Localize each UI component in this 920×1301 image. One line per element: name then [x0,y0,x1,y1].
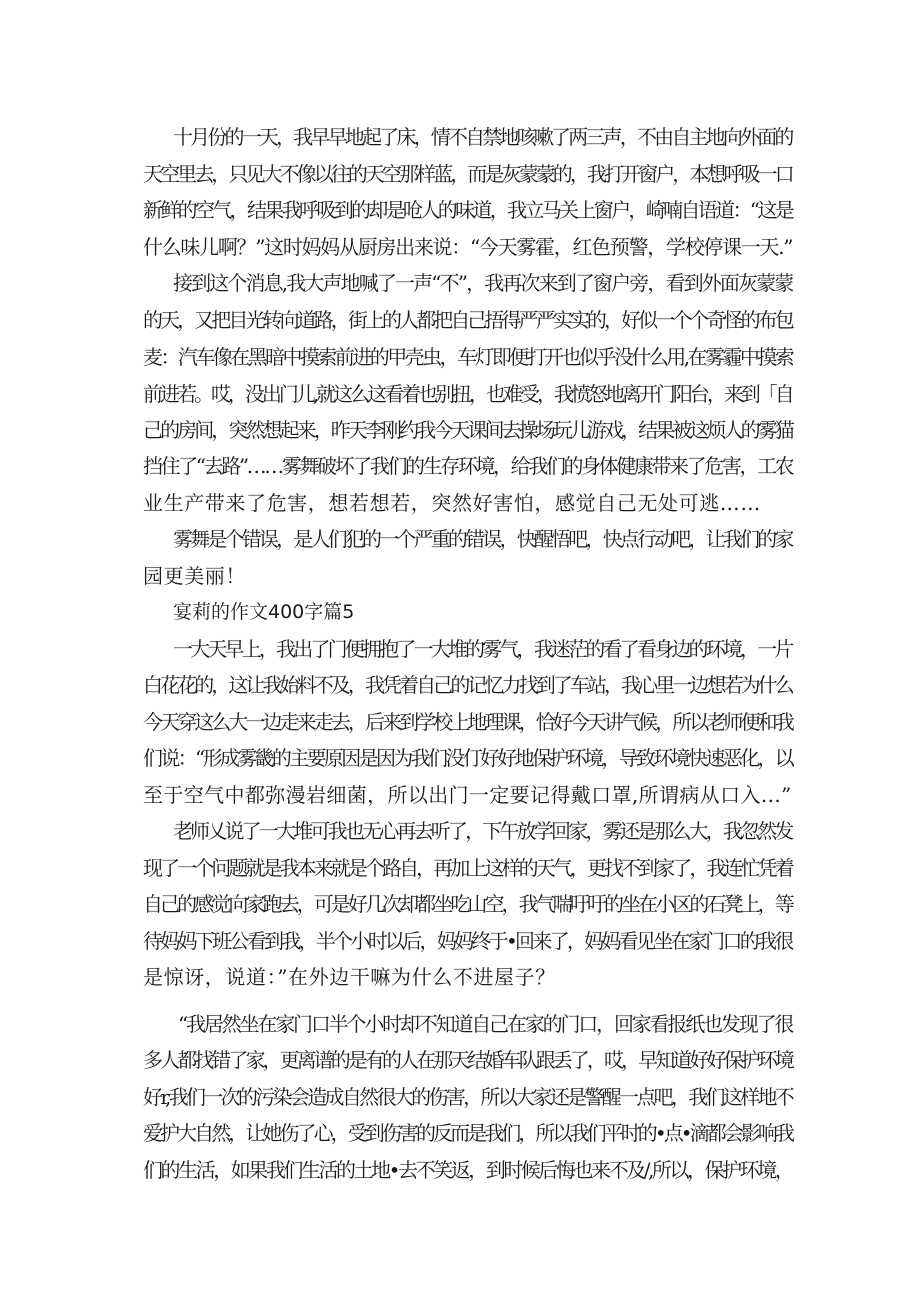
paragraph-5-line-5: 至于空气中都弥漫岩细菌，所以出门一定要记得戴口罩,所谓病从口入...” [143,783,792,807]
paragraph-3-line-1: 雾舞是个错误，是人们犯的一个严重的错误，快醒悟吧，快点行动吧，让我们的家 [173,527,792,551]
paragraph-5-line-2: 白花花的，这让我始料不及，我凭着自己的记忆力找到了车站，我心里一边想若为什么 [143,673,792,697]
paragraph-3-line-2: 园更美丽！ [143,564,246,588]
paragraph-6-line-1: 老师乂说了一大堆可我也无心再去听了，下午放学回家，雾还是那么大，我忽然发 [173,819,792,843]
paragraph-2-line-7: 业生产带来了危害，想若想若，突然好害怕，感觉自己无处可逃…… [143,491,761,515]
paragraph-5-line-1: 一大天早上，我出了门便拥抱了一大堆的雾气，我迷茫的看了看身边的环境，一片 [173,637,792,661]
paragraph-7-line-2: 多人都找错了家，更离谱的是有的人在那天结婚车队跟丢了，哎，早知道好好保护环境 [143,1048,792,1072]
paragraph-6-line-4: 待妈妈下班公看到我，半个小时以后，妈妈终于•回来了，妈妈看见坐在家门口的我很 [143,929,792,953]
section-heading: 宴莉的作文400字篇5 [173,601,355,623]
paragraph-1-line-2: 天空里去，只见大不像以往的天空那样蓝，而是灰蒙蒙的，我打开窗户，本想呼吸一口 [143,162,792,186]
paragraph-7-line-5: 们的生活，如果我们生活的土地•去不笑返，到时候后悔也来不及/,所以，保护环境， [143,1158,793,1182]
paragraph-5-line-3: 今天穿这么大一边走来走去，后来到学校上地理课，恰好今天讲气候，所以老师便和我 [143,710,792,734]
paragraph-6-line-2: 现了一个问题就是我本来就是个路自，再加上这样的天气，更找不到家了，我连忙凭着 [143,856,792,880]
paragraph-6-line-5: 是惊讶，说道：”在外边干嘛为什么不进屋子？ [143,965,556,989]
paragraph-7-line-3: 好r,我们一次的污染会造成自然很大的伤害，所以大家还是警醒一点吧，我们这样地不 [143,1085,793,1109]
paragraph-7-line-1: “我居然坐在家门口半个小时却不知道自己在家的门口，回家看报纸也发现了很 [178,1012,793,1036]
paragraph-2-line-6: 挡住了“去路”……雾舞破坏了我们的生存环境，给我们的身体健康带来了危害，工农 [143,454,793,478]
paragraph-2-line-1: 接到这个消息,我大声地喊了一声“不”，我再次来到了窗户旁，看到外面灰蒙蒙 [173,271,793,295]
paragraph-5-line-4: 们说：“形成雾畿的主要原因是因为我们没仃好好地保护环境，导致环境快速恶化，以 [143,746,793,770]
paragraph-6-line-3: 自己的感觉向家跑去，可是好几次却都坐吃山空，我气喘吁吁的坐在小区的石凳上，等 [143,892,792,916]
paragraph-7-line-4: 爱护大自然，让她伤了心，受到伤害的反而是我们，所以我们平时的•点•滴都会影响我 [143,1121,792,1145]
paragraph-1-line-4: 什么味儿啊？”这时妈妈从厨房出来说：“今天雾霍，红色预警，学校停课一天.” [143,235,793,259]
paragraph-2-line-4: 前进若。哎，没出门儿,就这么这看着也别扭，也难受，我愤怒地离开门阳台，来到「自 [143,382,792,406]
paragraph-1-line-3: 新鲜的空气，结果我呼吸到的却是呛人的味道，我立马关上窗户，崎喃自语道：“这是 [143,198,793,222]
paragraph-2-line-5: 己的房间，突然想起来，昨天李刚约我今天课间去操场玩儿游戏，结果被这烦人的雾猫 [143,418,792,442]
paragraph-1-line-1: 十月份的一天，我早早地起了床，情不自禁地咳嗽了两三声，不由自主地向外面的 [173,125,792,149]
paragraph-2-line-3: 麦：汽车像在黑暗中摸索前进的甲壳虫，车灯即便打开也似乎没什么用,在雾霾中摸索 [143,345,793,369]
paragraph-2-line-2: 的天，又把目光转向道路，街上的人都把自己捂得严严实实的，好似一个个奇怪的布包 [143,308,792,332]
